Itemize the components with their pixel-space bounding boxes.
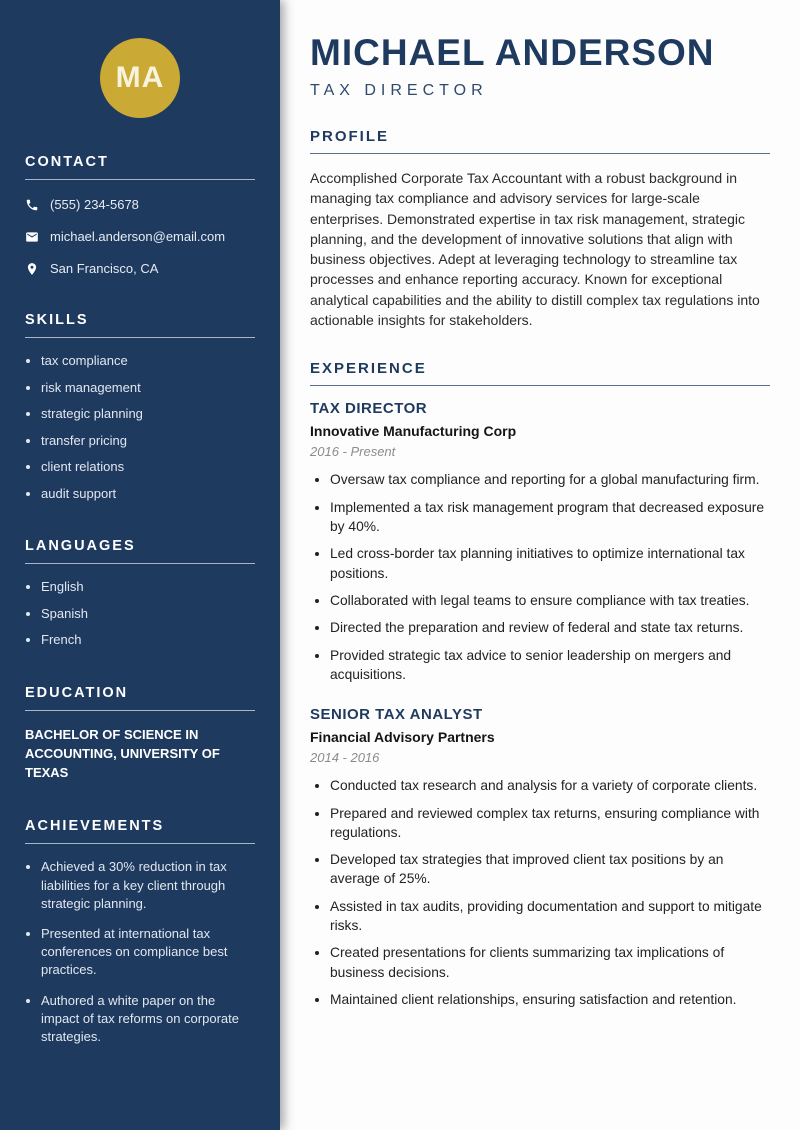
languages-section xyxy=(25,538,255,649)
job-bullet: • Oversaw tax compliance and reporting for a global manufacturing firm. xyxy=(330,470,770,489)
contact-email-row xyxy=(25,229,255,244)
languages-heading: LANGUAGES xyxy=(25,538,255,564)
person-name: MICHAEL ANDERSON xyxy=(310,32,715,73)
job-bullet: • Provided strategic tax advice to senior leadership on mergers and acquisitions. xyxy=(330,646,770,685)
contact-heading: CONTACT xyxy=(25,154,255,180)
contact-section xyxy=(25,154,255,276)
achievements-list xyxy=(25,858,255,1046)
job-bullet-list xyxy=(310,470,770,684)
skill-item: • audit support xyxy=(41,485,255,503)
avatar-initials: MA xyxy=(115,61,165,94)
sidebar xyxy=(0,0,280,1130)
job-bullet: • Led cross-border tax planning initiatives to optimize international tax positions. xyxy=(330,544,770,583)
profile-heading: PROFILE xyxy=(310,128,770,154)
contact-location: San Francisco, CA xyxy=(50,261,159,276)
skill-item: • transfer pricing xyxy=(41,432,255,450)
job-bullet: • Directed the preparation and review of federal and state tax returns. xyxy=(330,618,770,637)
job-bullet: • Developed tax strategies that improved client tax positions by an average of 25%. xyxy=(330,850,770,889)
job-bullet-list xyxy=(310,776,770,1009)
experience-entry xyxy=(310,706,770,1009)
skills-list xyxy=(25,352,255,502)
language-item: • Spanish xyxy=(41,605,255,623)
languages-list xyxy=(25,578,255,649)
job-bullet: • Assisted in tax audits, providing documentation and support to mitigate risks. xyxy=(330,897,770,936)
skill-item: • tax compliance xyxy=(41,352,255,370)
skill-item: • strategic planning xyxy=(41,405,255,423)
contact-email: michael.anderson@email.com xyxy=(50,229,226,244)
job-bullet: • Conducted tax research and analysis for a variety of corporate clients. xyxy=(330,776,770,795)
job-bullet: • Prepared and reviewed complex tax returns, ensuring compliance with regulations. xyxy=(330,804,770,843)
profile-text: Accomplished Corporate Tax Accountant with a robust background in managing tax compliance and advisory services for large-scale enterprises. Demonstrated expertise in tax risk management, strategic planning, and the development of innovative solutions that align with business objectives. Adept at leveraging technology to streamline tax processes and enhance reporting accuracy. Known for exceptional analytical capabilities and the ability to distill complex tax regulations into actionable insights for stakeholders. xyxy=(310,170,760,329)
contact-location-row xyxy=(25,261,255,276)
person-title: TAX DIRECTOR xyxy=(310,82,488,99)
job-role: SENIOR TAX ANALYST xyxy=(310,706,483,724)
main-content xyxy=(280,0,800,1130)
skills-section xyxy=(25,312,255,502)
job-bullet: • Implemented a tax risk management program that decreased exposure by 40%. xyxy=(330,498,770,537)
email-icon xyxy=(25,230,39,244)
job-bullet: • Created presentations for clients summarizing tax implications of business decisions. xyxy=(330,943,770,982)
location-pin-icon xyxy=(25,262,39,276)
skills-heading: SKILLS xyxy=(25,312,255,338)
job-dates: 2014 - 2016 xyxy=(310,750,380,766)
phone-icon xyxy=(25,198,39,212)
avatar xyxy=(100,38,180,118)
achievements-heading: ACHIEVEMENTS xyxy=(25,818,255,844)
language-item: • French xyxy=(41,631,255,649)
job-bullet: • Maintained client relationships, ensuring satisfaction and retention. xyxy=(330,990,770,1009)
achievement-item: • Authored a white paper on the impact of tax reforms on corporate strategies. xyxy=(41,992,255,1047)
job-bullet: • Collaborated with legal teams to ensure compliance with tax treaties. xyxy=(330,591,770,610)
language-item: • English xyxy=(41,578,255,596)
achievement-item: • Presented at international tax conferences on compliance best practices. xyxy=(41,925,255,980)
education-section xyxy=(25,685,255,783)
contact-phone: (555) 234-5678 xyxy=(50,197,139,212)
education-degree: BACHELOR OF SCIENCE IN ACCOUNTING, UNIVERSITY OF TEXAS xyxy=(25,726,220,780)
job-company: Financial Advisory Partners xyxy=(310,729,495,746)
skill-item: • client relations xyxy=(41,458,255,476)
job-dates: 2016 - Present xyxy=(310,444,396,460)
job-company: Innovative Manufacturing Corp xyxy=(310,423,517,440)
contact-phone-row xyxy=(25,197,255,212)
achievement-item: • Achieved a 30% reduction in tax liabilities for a key client through strategic planning. xyxy=(41,858,255,913)
experience-heading: EXPERIENCE xyxy=(310,360,770,386)
job-role: TAX DIRECTOR xyxy=(310,400,428,418)
education-heading: EDUCATION xyxy=(25,685,255,711)
achievements-section xyxy=(25,818,255,1046)
experience-entry xyxy=(310,400,770,684)
skill-item: • risk management xyxy=(41,379,255,397)
